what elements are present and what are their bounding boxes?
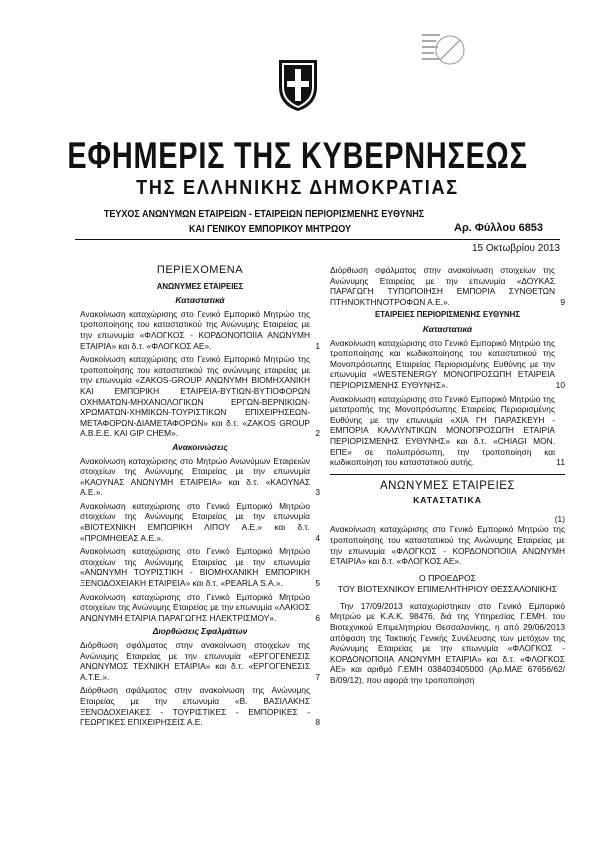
- body-subheading: ΚΑΤΑΣΤΑΤΙΚΑ: [413, 495, 482, 506]
- sheet-number: Αρ. Φύλλου 6853: [454, 222, 544, 234]
- toc-entry[interactable]: [330, 394, 565, 468]
- toc-entry-page: 3: [315, 487, 320, 498]
- toc-entry-page: 9: [560, 296, 565, 307]
- issue-series-line-2: ΚΑΙ ΓΕΝΙΚΟΥ ΕΜΠΟΡΙΚΟΥ ΜΗΤΡΩΟΥ: [188, 224, 352, 235]
- gazette-subtitle: ΤΗΣ ΕΛΛΗΝΙΚΗΣ ΔΗΜΟΚΡΑΤΙΑΣ: [136, 177, 459, 199]
- toc-section-epe: ΕΤΑΙΡΕΙΕΣ ΠΕΡΙΟΡΙΣΜΕΝΗΣ ΕΥΘΥΝΗΣ: [375, 310, 520, 320]
- toc-entry-page: 7: [315, 671, 320, 682]
- issuer-block: [330, 573, 565, 595]
- section-divider: [330, 474, 565, 475]
- toc-entry[interactable]: [330, 338, 565, 391]
- toc-entry-text: Ανακοίνωση καταχώρισης στο Γενικό Εμπορικό Μητρώο στοιχείων της Ανώνυμης Εταιρείας με την επωνυμία «ΑΝΩΝΥΜΗ ΤΟΥΡΙΣΤΙΚΗ - ΒΙΟΜΗΧΑΝΙΚΗ ΕΜΠΟΡΙΚΗ ΞΕΝΟΔΟΧΕΙΑΚΗ ΕΤΑΙΡΕΙΑ» και δ.τ. «PEARLA S.A.».: [80, 546, 310, 589]
- toc-entry-text: Ανακοίνωση καταχώρισης στο Μητρώο Ανωνύμων Εταιρειών στοιχείων της Ανώνυμης Εταιρείας με την επωνυμία «ΚΑΟΥΝΑΣ ΑΝΩΝΥΜΗ ΕΤΑΙΡΕΙΑ» και δ.τ. «ΚΑΟΥΝΑΣ Α.Ε.».: [80, 455, 310, 498]
- toc-entry-text: Ανακοίνωση καταχώρισης στο Γενικό Εμπορικό Μητρώο στοιχείων της Ανώνυμης Εταιρείας με την επωνυμία «ΛΑΚΙΟΣ ΑΝΩΝΥΜΗ ΕΤΑΙΡΙΑ ΠΑΡΑΓΩΓΗΣ ΗΛΕΚΤΡΙΣΜΟΥ».: [80, 591, 310, 623]
- toc-entry-page: 1: [315, 340, 320, 351]
- toc-entry-page: 6: [315, 612, 320, 623]
- greek-coat-of-arms-emblem: [275, 57, 321, 113]
- toc-sub-diorthoseis: Διορθώσεις Σφαλμάτων: [152, 626, 248, 637]
- toc-sub-anakoinoseis: Ανακοινώσεις: [172, 441, 228, 452]
- toc-entry-text: Ανακοίνωση καταχώρισης στο Γενικό Εμπορικό Μητρώο στοιχείων της Ανώνυμης Εταιρείας με την επωνυμία «ΒΙΟΤΕΧΝΙΚΗ ΕΜΠΟΡΙΚΗ ΛΙΠΟΥ Α.Ε.» και δ.τ. «ΠΡΟΜΗΘΕΑΣ Α.Ε.».: [80, 500, 310, 543]
- notice-number: (1): [554, 513, 565, 524]
- header-divider: [75, 239, 560, 240]
- toc-entry-text: Διόρθωση σφάλματος στην ανακοίνωση στοιχείων της Ανώνυμης Εταιρείας με την επωνυμία «ΔΟΥΚΑΣ ΠΑΡΑΓΩΓΗ ΤΥΠΟΠΟΙΗΣΗ ΕΜΠΟΡΙΑ ΣΥΝΘΕΤΩΝ ΠΤΗΝΟΚΤΗΝΟΤΡΟΦΩΝ Α.Ε.».: [330, 265, 555, 307]
- toc-entry-text: Ανακοίνωση καταχώρισης στο Γενικό Εμπορικό Μητρώο της μετατροπής της Μονοπρόσωπης Εταιρείας Περιορισμένης Ευθύνης με την επωνυμία «ΧΙΑ ΓΗ ΠΑΡΑΣΚΕΥΗ - ΕΜΠΟΡΙΑ ΚΑΛΛΥΝΤΙΚΩΝ ΜΟΝΟΠΡΟΣΩΠΗ ΕΤΑΙΡΙΑ ΠΕΡΙΟΡΙΣΜΕΝΗΣ ΕΥΘΥΝΗΣ» και δ.τ. «CHIAGI ΜΟΝ. ΕΠΕ» σε πολυπρόσωπη, την τροποποίηση και κωδικοποίηση του καταστατικού αυτής.: [330, 393, 555, 468]
- toc-entry[interactable]: [80, 309, 320, 351]
- issue-date: 15 Οκτωβρίου 2013: [471, 243, 560, 254]
- toc-entry[interactable]: [80, 685, 320, 727]
- issuer-line-1: Ο ΠΡΟΕΔΡΟΣ: [419, 572, 476, 583]
- toc-left-column: [80, 265, 320, 731]
- toc-entry-page: 10: [555, 379, 565, 390]
- notice-title: Ανακοίνωση καταχώρισης στο Γενικό Εμπορικό Μητρώο της τροποποίησης του καταστατικού της Ανώνυμης Εταιρείας με την επωνυμία «ΦΛΟΓΚΟΣ - ΚΟΡΔΟΝΟΠΟΙΙΑ ΑΝΩΝΥΜΗ ΕΤΑΙΡΙΑ» και δ.τ. «ΦΛΟΓΚΟΣ ΑΕ».: [330, 524, 565, 567]
- toc-entry[interactable]: [80, 546, 320, 588]
- toc-entry-page: 11: [556, 457, 565, 468]
- toc-title: ΠΕΡΙΕΧΟΜΕΝΑ: [156, 264, 244, 276]
- gazette-title: ΕΦΗΜΕΡΙΣ ΤΗΣ ΚΥΒΕΡΝΗΣΕΩΣ: [67, 135, 528, 176]
- right-column: [330, 265, 565, 686]
- toc-entry-text: Ανακοίνωση καταχώρισης στο Γενικό Εμπορικό Μητρώο της τροποποίησης και κωδικοποίησης του καταστατικού της Μονοπρόσωπης Εταιρείας Περιορισμένης Ευθύνης με την επωνυμία «WESTENERGY ΜΟΝΟΠΡΟΣΩΠΗ ΕΤΑΙΡΕΙΑ ΠΕΡΙΟΡΙΣΜΕΝΗΣ ΕΥΘΥΝΗΣ».: [330, 337, 555, 390]
- toc-entry[interactable]: [80, 592, 320, 624]
- toc-entry-page: 4: [315, 532, 320, 543]
- body-paragraph: Την 17/09/2013 καταχωρίστηκαν στο Γενικό Εμπορικό Μητρώο με Κ.Α.Κ. 98476, διά της Υπηρεσίας Γ.ΕΜΗ. του Βιοτεχνικού Επιμελητηρίου Θεσσαλονίκης, η από 29/06/2013 απόφαση της Τακτικής Γενικής Συνέλευσης των μετόχων της Ανώνυμης Εταιρείας με την επωνυμία «ΦΛΟΓΚΟΣ - ΚΟΡΔΟΝΟΠΟΙΙΑ ΑΝΩΝΥΜΗ ΕΤΑΙΡΙΑ» και δ.τ. «ΦΛΟΓΚΟΣ ΑΕ» και αριθμό Γ.ΕΜΗ 038403405000 (Αρ.ΜΑΕ 67656/62/Β/09/12), που αφορά την τροποποίηση: [330, 600, 565, 685]
- toc-entry-page: 5: [315, 578, 320, 589]
- digital-signature-stamp: [420, 30, 468, 70]
- toc-entry-page: 2: [315, 428, 320, 439]
- toc-entry-text: Διόρθωση σφάλματος στην ανακοίνωση στοιχείων της Ανώνυμης Εταιρείας με την επωνυμία «ΕΡΓΟΓΕΝΕΣΙΣ ΑΝΩΝΥΜΟΣ ΤΕΧΝΙΚΗ ΕΤΑΙΡΙΑ» και δ.τ. «ΕΡΓΟΓΕΝΕΣΙΣ Α.Τ.Ε.».: [80, 640, 310, 682]
- issuer-line-2: ΤΟΥ ΒΙΟΤΕΧΝΙΚΟΥ ΕΠΙΜΕΛΗΤΗΡΙΟΥ ΘΕΣΣΑΛΟΝΙΚΗΣ: [337, 583, 558, 594]
- toc-entry[interactable]: [80, 501, 320, 543]
- toc-entry-text: Ανακοίνωση καταχώρισης στο Γενικό Εμπορικό Μητρώο της τροποποίησης του καταστατικού της Ανώνυμης Εταιρείας με την επωνυμία «ΦΛΟΓΚΟΣ - ΚΟΡΔΟΝΟΠΟΙΙΑ ΑΝΩΝΥΜΗ ΕΤΑΙΡΙΑ» και δ.τ. «ΦΛΟΓΚΟΣ ΑΕ».: [80, 308, 310, 351]
- body-section-heading: ΑΝΩΝΥΜΕΣ ΕΤΑΙΡΕΙΕΣ: [379, 479, 516, 492]
- toc-entry[interactable]: [80, 354, 320, 439]
- toc-entry-text: Ανακοίνωση καταχώρισης στο Γενικό Εμπορικό Μητρώο της τροποποίησης του καταστατικού της ανώνυμης εταιρείας με την επωνυμία «ZAKOS-GROUP ΑΝΩΝΥΜΗ ΒΙΟΜΗΧΑΝΙΚΗ ΚΑΙ ΕΜΠΟΡΙΚΗ ΕΤΑΙΡΕΙΑ-ΒΥΤΙΩΝ-ΒΥΤΙΟΦΟΡΩΝ ΟΧΗΜΑΤΩΝ-ΜΗΧΑΝΟΛΟΓΙΚΩΝ ΕΡΓΩΝ-ΒΕΡΝΙΚΙΩΝ-ΧΡΩΜΑΤΩΝ-ΧΗΜΙΚΩΝ-ΤΟΥΡΙΣΤΙΚΩΝ ΕΠΙΧΕΙΡΗΣΕΩΝ-ΜΕΤΑΦΟΡΩΝ-ΔΙΑΜΕΤΑΦΟΡΩΝ» και δ.τ. «ZAKOS GROUP Α.Β.Ε.Ε. ΚΑΙ GIP CHEM».: [80, 354, 310, 439]
- toc-entry-page: 8: [315, 717, 320, 728]
- toc-entry-text: Διόρθωση σφάλματος στην ανακοίνωση της Ανώνυμης Εταιρείας με την επωνυμία «Β. ΒΑΣΙΛΑΚΗΣ ΞΕΝΟΔΟΧΕΙΑΚΕΣ - ΤΟΥΡΙΣΤΙΚΕΣ - ΕΜΠΟΡΙΚΕΣ - ΓΕΩΡΓΙΚΕΣ ΕΠΙΧΕΙΡΗΣΕΙΣ Α.Ε.: [80, 685, 310, 728]
- toc-entry[interactable]: [80, 456, 320, 498]
- toc-entry[interactable]: [80, 640, 320, 682]
- toc-section-ae: ΑΝΩΝΥΜΕΣ ΕΤΑΙΡΕΙΕΣ: [156, 281, 244, 291]
- toc-sub-katastatika: Καταστατικά: [175, 295, 225, 306]
- issue-series-line-1: ΤΕΥΧΟΣ ΑΝΩΝΥΜΩΝ ΕΤΑΙΡΕΙΩΝ - ΕΤΑΙΡΕΙΩΝ ΠΕΡΙΟΡΙΣΜΕΝΗΣ ΕΥΘΥΝΗΣ: [103, 209, 425, 220]
- toc-sub-katastatika-epe: Καταστατικά: [422, 323, 473, 334]
- toc-entry[interactable]: [330, 265, 565, 307]
